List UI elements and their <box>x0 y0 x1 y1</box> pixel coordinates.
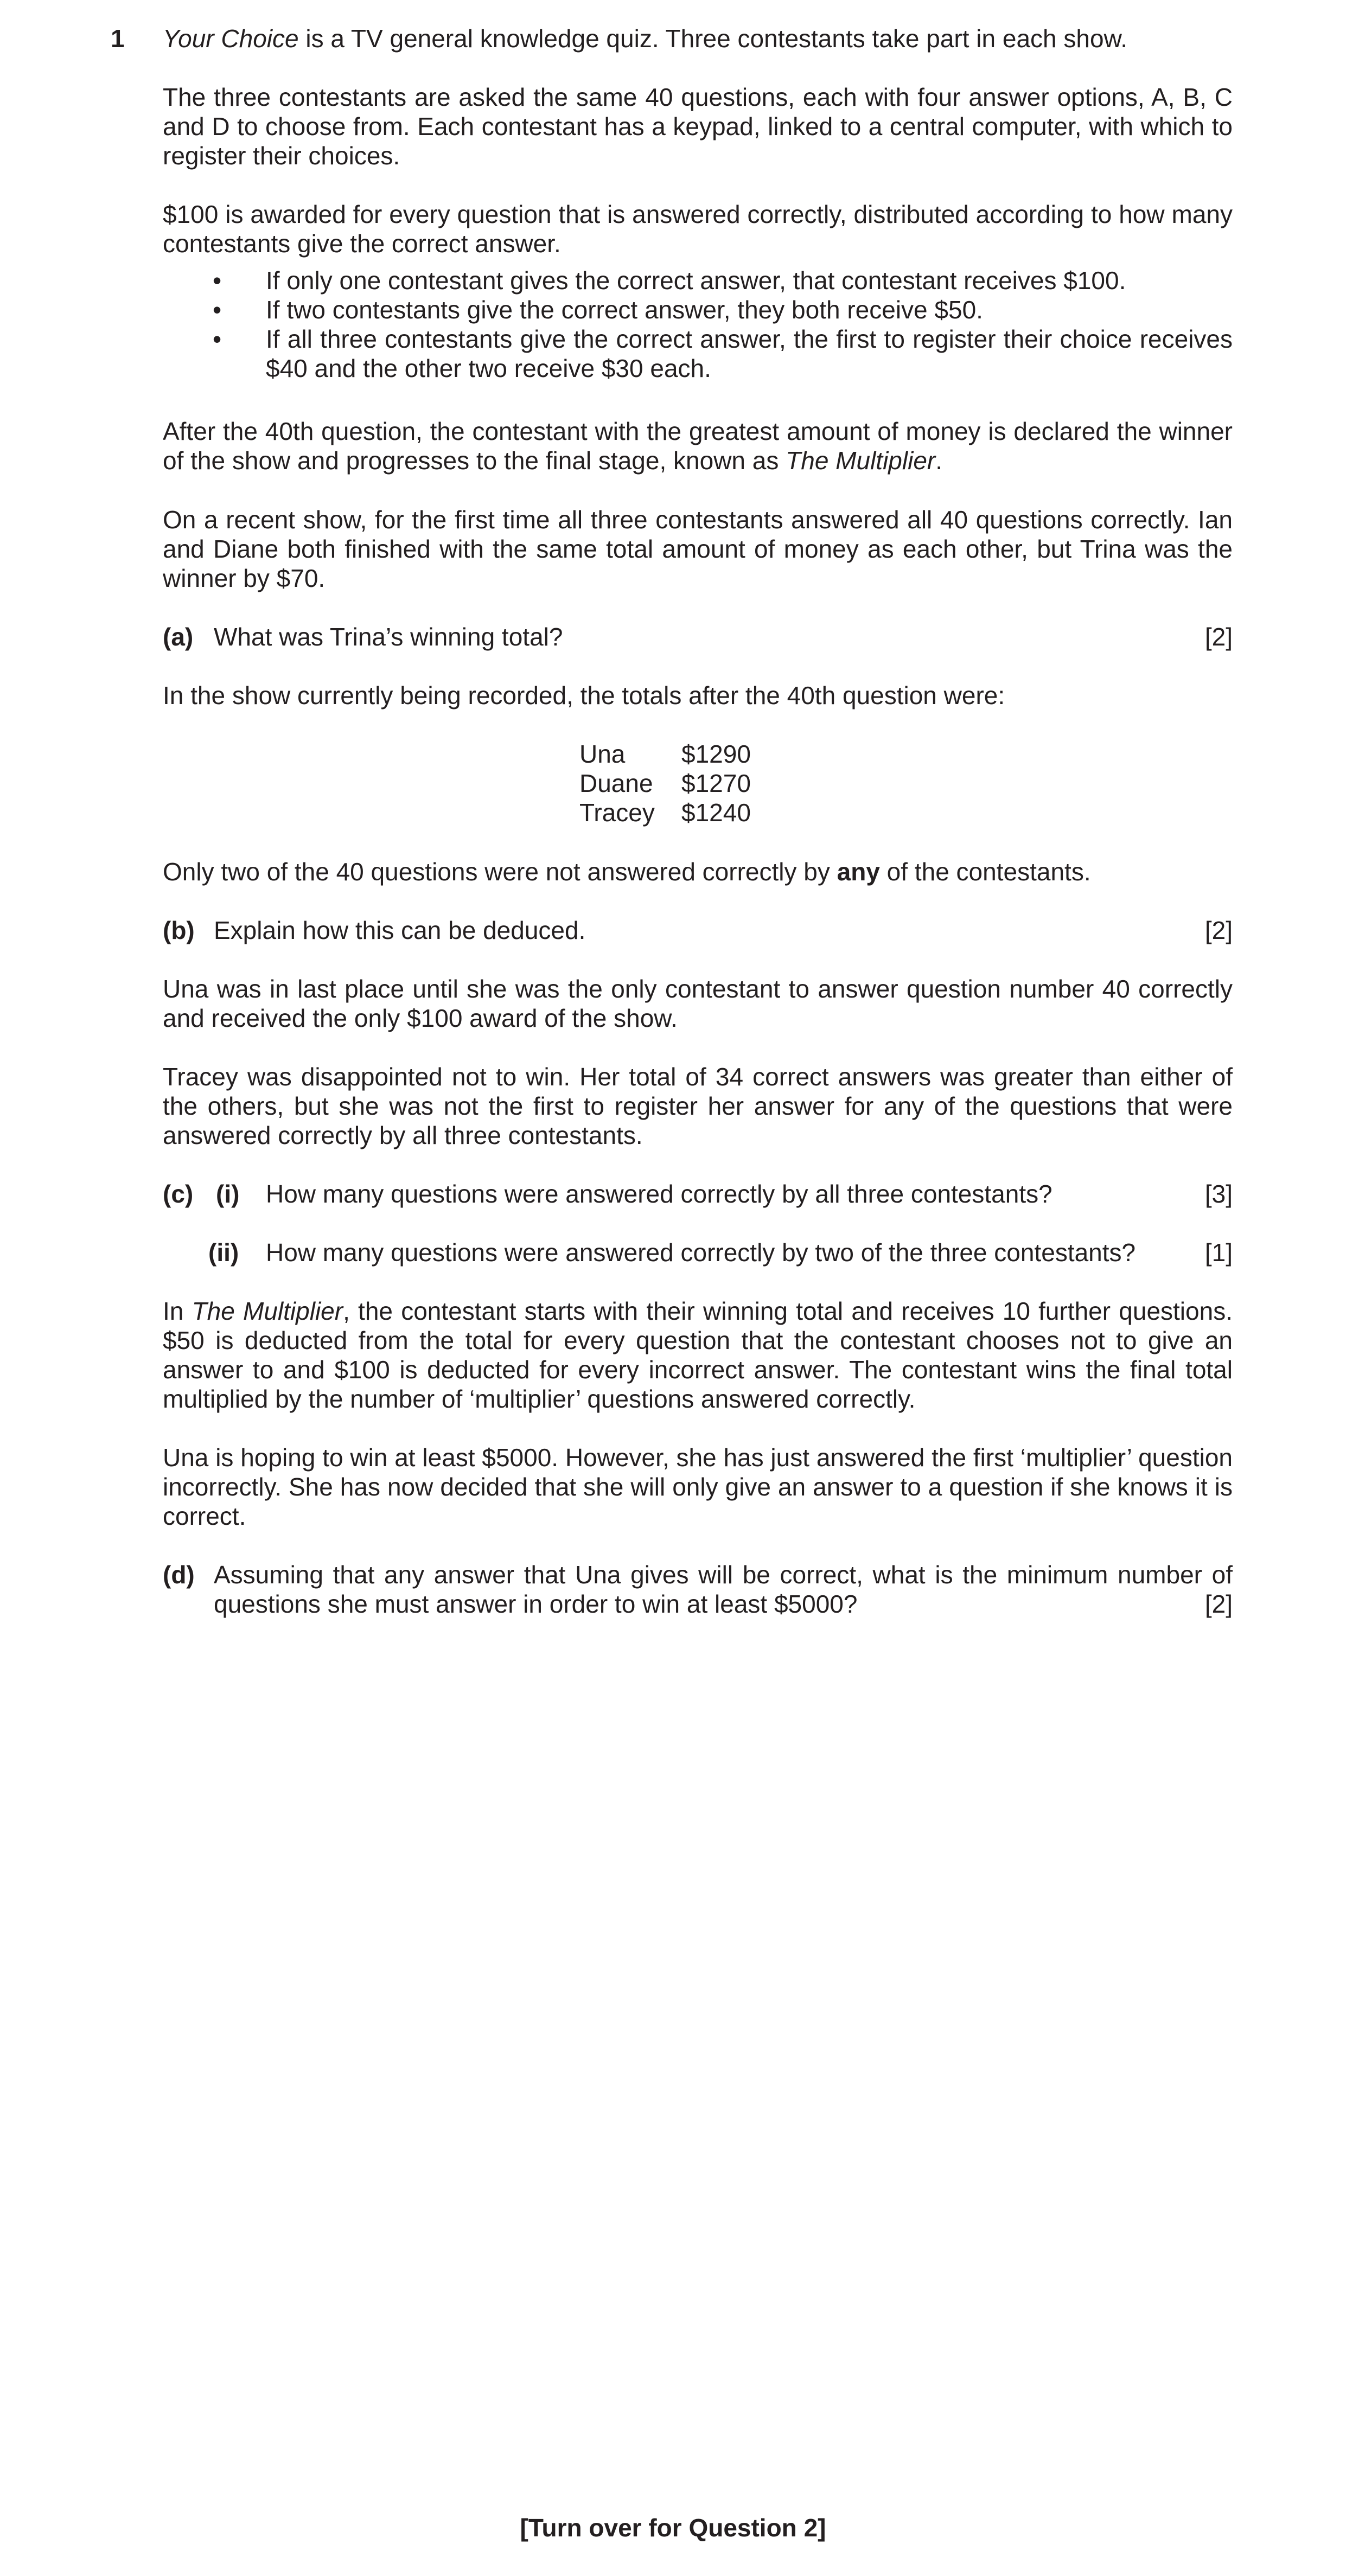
part-a-marks: [2] <box>1204 623 1233 651</box>
winner-text: After the 40th question, the contestant with the greatest amount of money is declared the winner of the show and progresses to the final stage, known as <box>163 417 1233 475</box>
part-d-question-line2: questions she must answer in order to win at least $5000? <box>214 1590 858 1618</box>
award-rule-text: If only one contestant gives the correct answer, that contestant receives $100. <box>266 266 1126 295</box>
turn-over-note: [Turn over for Question 2] <box>520 2514 826 2542</box>
part-d-question-line1: Assuming that any answer that Una gives will be correct, what is the minimum number of <box>214 1561 1233 1589</box>
unanswered-text-end: of the contestants. <box>879 858 1091 886</box>
hoping-paragraph: Una is hoping to win at least $5000. However, she has just answered the first ‘multiplier’ question incorrectly. She has now decided that she will only give an answer to a question if she knows it is correct. <box>163 1443 1233 1530</box>
contestant-name: Duane <box>579 769 653 797</box>
part-c-ii-question: How many questions were answered correctly by two of the three contestants? <box>266 1238 1136 1267</box>
multiplier-text-rest: , the contestant starts with their winning total and receives 10 further questions. $50 is deducted from the total for every question that the contestant chooses not to give an answer to and $100 is deducted for every incorrect answer. The contestant wins the final total multiplied by the number of ‘multiplier’ questions answered correctly. <box>163 1297 1233 1413</box>
part-c-ii-label: (ii) <box>208 1238 239 1267</box>
part-c-i-marks: [3] <box>1204 1180 1233 1208</box>
award-rules-list <box>163 266 1233 383</box>
part-a-question: What was Trina’s winning total? <box>214 623 563 651</box>
part-c-i-question: How many questions were answered correctly by all three contestants? <box>266 1180 1052 1208</box>
part-b-question: Explain how this can be deduced. <box>214 916 586 944</box>
totals-table <box>579 739 751 827</box>
part-d-marks: [2] <box>1204 1590 1233 1618</box>
part-c-i-label: (i) <box>216 1180 240 1208</box>
totals-row <box>579 739 751 769</box>
part-b-marks: [2] <box>1204 916 1233 944</box>
winner-paragraph <box>163 417 1233 475</box>
award-paragraph: $100 is awarded for every question that is answered correctly, distributed according to how many contestants give the correct answer. <box>163 200 1233 258</box>
current-show-paragraph: In the show currently being recorded, the totals after the 40th question were: <box>163 681 1005 709</box>
part-d <box>163 1560 1233 1619</box>
bullet-icon: • <box>213 325 222 353</box>
contestant-total: $1290 <box>681 740 751 768</box>
final-stage-name: The Multiplier <box>786 446 936 475</box>
intro-paragraph <box>163 24 1233 53</box>
tracey-paragraph: Tracey was disappointed not to win. Her total of 34 correct answers was greater than either of the others, but she was not the first to register her answer for any of the questions that were answered correctly by all three contestants. <box>163 1063 1233 1149</box>
award-rule-item <box>163 266 1233 295</box>
multiplier-paragraph <box>163 1296 1233 1414</box>
intro-text: is a TV general knowledge quiz. Three contestants take part in each show. <box>298 24 1128 53</box>
award-rule-text: If two contestants give the correct answer, they both receive $50. <box>266 296 983 324</box>
contestant-total: $1270 <box>681 769 751 797</box>
award-rule-item <box>163 295 1233 324</box>
question-number: 1 <box>111 24 125 53</box>
totals-row <box>579 798 751 827</box>
part-b-label: (b) <box>163 916 195 944</box>
award-rule-text: If all three contestants give the correct answer, the first to register their choice receives $40 and the other two receive $30 each. <box>266 325 1233 382</box>
recent-show-paragraph: On a recent show, for the first time all three contestants answered all 40 questions correctly. Ian and Diane both finished with the same total amount of money as each other, but Trina was the winner by $70. <box>163 506 1233 592</box>
winner-text-end: . <box>935 446 943 475</box>
totals-row <box>579 769 751 798</box>
final-stage-name: The Multiplier <box>192 1297 343 1325</box>
award-rule-item <box>163 324 1233 383</box>
contestant-name: Tracey <box>579 798 655 827</box>
part-c-ii-marks: [1] <box>1204 1238 1233 1267</box>
part-d-label: (d) <box>163 1561 195 1589</box>
keypads-paragraph: The three contestants are asked the same 40 questions, each with four answer options, A, B, C and D to choose from. Each contestant has a keypad, linked to a central computer, with which to register their choices. <box>163 83 1233 170</box>
bullet-icon: • <box>213 266 222 295</box>
part-a-label: (a) <box>163 623 194 651</box>
unanswered-text: Only two of the 40 questions were not answered correctly by <box>163 858 837 886</box>
show-title: Your Choice <box>163 24 299 53</box>
unanswered-paragraph <box>163 857 1233 886</box>
contestant-name: Una <box>579 740 626 768</box>
contestant-total: $1240 <box>681 798 751 827</box>
part-c-label: (c) <box>163 1180 194 1208</box>
multiplier-text: In <box>163 1297 192 1325</box>
bullet-icon: • <box>213 296 222 324</box>
una-paragraph: Una was in last place until she was the only contestant to answer question number 40 correctly and received the only $100 award of the show. <box>163 975 1233 1032</box>
emphasis-any: any <box>837 858 880 886</box>
